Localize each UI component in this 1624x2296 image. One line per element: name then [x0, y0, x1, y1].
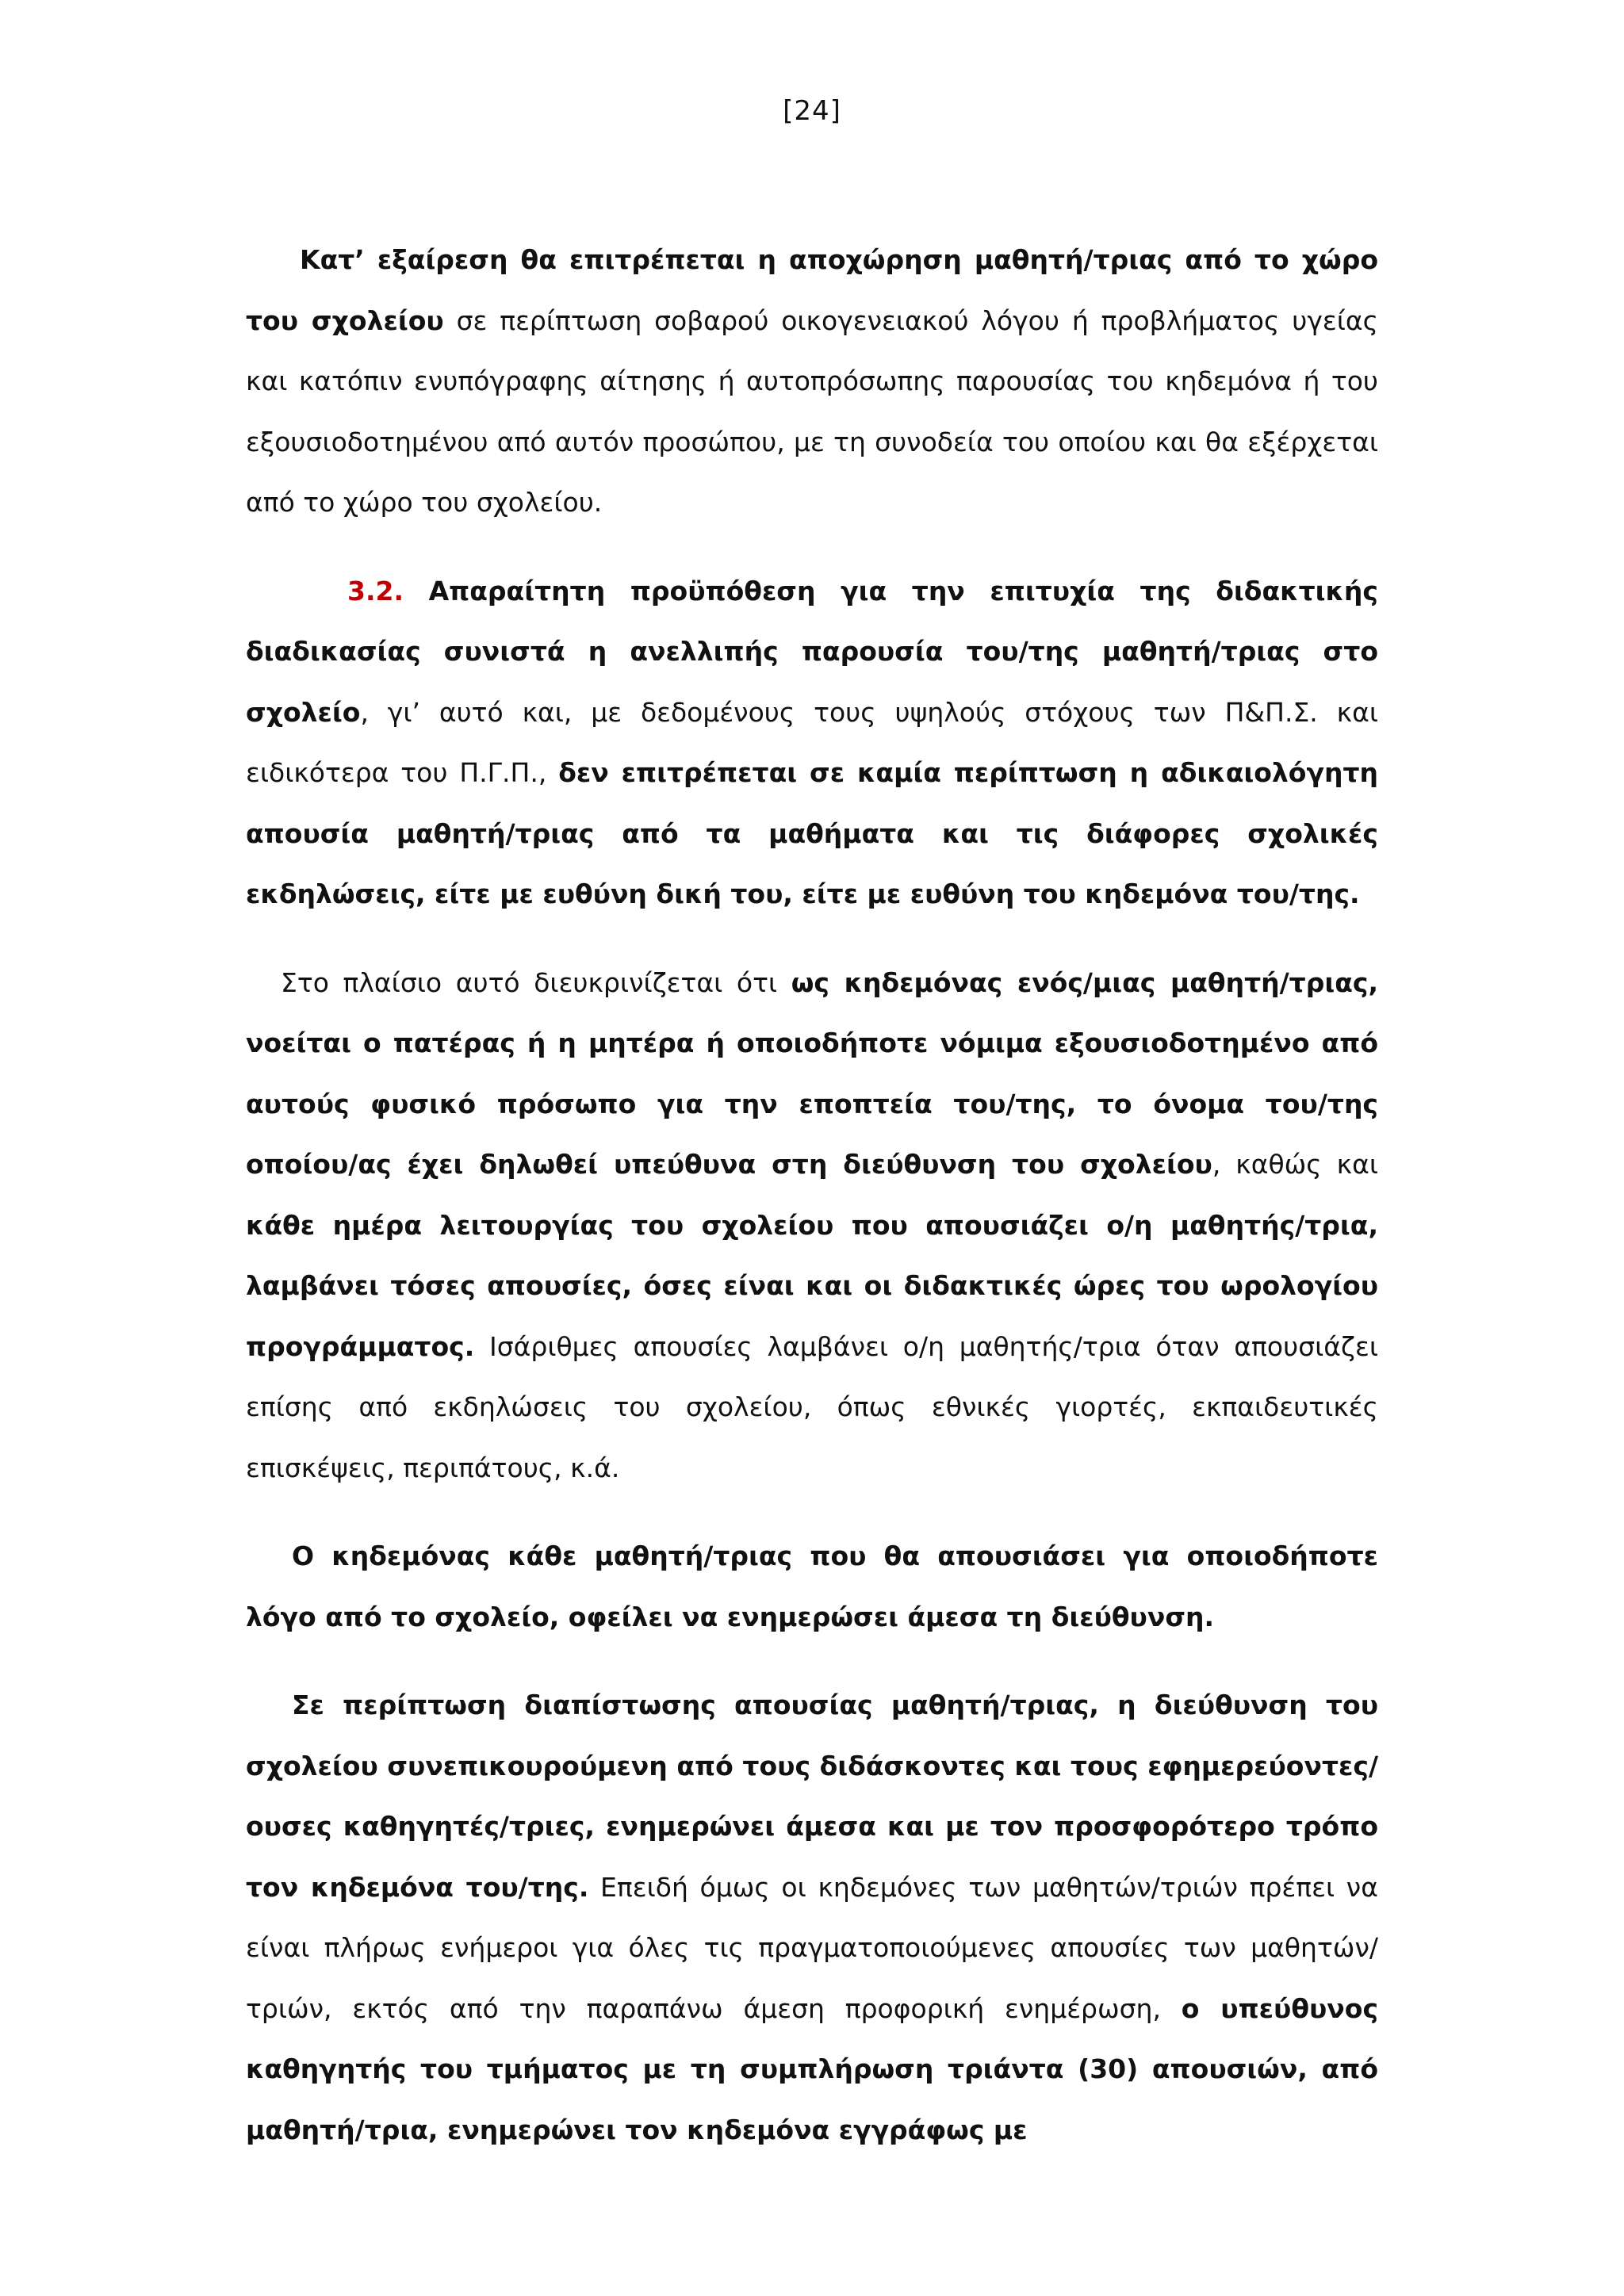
text-run: , καθώς και — [1212, 1149, 1379, 1180]
text-run: Επειδή όμως οι κηδεμόνες των μαθητών/τριών πρέπει να είναι πλήρως ενήμεροι για όλες τις πραγματοποιούμενες απουσίες των μαθητών/τριών, εκτός από την παραπάνω άμεση προφορική ενημέρωση, — [246, 1871, 1378, 2024]
paragraph-guardian-obligation — [246, 1526, 1378, 1647]
text-run: ως κηδεμόνας ενός/μιας μαθητή/τριας, νοείται ο πατέρας ή η μητέρα ή οποιοδήποτε νόμιμα εξουσιοδοτημένο από αυτούς φυσικό πρόσωπο για την εποπτεία του/της, το όνομα του/της οποίου/ας έχει δηλωθεί υπεύθυνα στη διεύθυνση του σχολείου — [246, 966, 1378, 1180]
text-run: Ισάριθμες απουσίες λαμβάνει ο/η μαθητής/τρια όταν απουσιάζει επίσης από εκδηλώσεις του σχολείου, όπως εθνικές γιορτές, εκπαιδευτικές επισκέψεις, περιπάτους, κ.ά. — [246, 1330, 1378, 1483]
text-run: Κατ’ εξαίρεση θα επιτρέπεται η αποχώρηση μαθητή/τριας από το χώρο του σχολείου — [246, 244, 1378, 336]
paragraph-absence-notification — [246, 1675, 1378, 2160]
paragraph-guardian-definition — [246, 953, 1378, 1499]
text-run: σε περίπτωση σοβαρού οικογενειακού λόγου ή προβλήματος υγείας και κατόπιν ενυπόγραφης αίτησης ή αυτοπρόσωπης παρουσίας του κηδεμόνα ή του εξουσιοδοτημένου από αυτόν προσώπου, με τη συνοδεία του οποίου και θα εξέρχεται από το χώρο του σχολείου. — [246, 304, 1378, 518]
text-run: Στο πλαίσιο αυτό διευκρινίζεται ότι — [281, 966, 791, 998]
text-run: κάθε ημέρα λειτουργίας του σχολείου που απουσιάζει ο/η μαθητής/τρια, λαμβάνει τόσες απουσίες, όσες είναι και οι διδακτικές ώρες του ωρολογίου προγράμματος. — [246, 1209, 1378, 1362]
text-run: ο υπεύθυνος καθηγητής του τμήματος με τη συμπλήρωση τριάντα (30) απουσιών, από μαθητή/τρια, ενημερώνει τον κηδεμόνα εγγράφως με — [246, 1992, 1378, 2145]
text-run: Απαραίτητη προϋπόθεση για την επιτυχία της διδακτικής διαδικασίας συνιστά η ανελλιπής παρουσία του/της μαθητή/τριας στο σχολείο — [246, 575, 1378, 728]
page-number: [24] — [783, 95, 841, 127]
document-body — [246, 230, 1378, 2160]
text-run: , γι’ αυτό και, με δεδομένους τους υψηλούς στόχους των Π&Π.Σ. και ειδικότερα του Π.Γ.Π., — [246, 696, 1378, 788]
text-run: Σε περίπτωση διαπίστωσης απουσίας μαθητή/τριας, η διεύθυνση του σχολείου συνεπικουρούμενη από τους διδάσκοντες και τους εφημερεύοντες/ουσες καθηγητές/τριες, ενημερώνει άμεσα και με τον προσφορότερο τρόπο τον κηδεμόνα του/της. — [246, 1689, 1378, 1903]
paragraph-section-3-2 — [246, 561, 1378, 925]
text-run: Ο κηδεμόνας κάθε μαθητή/τριας που θα απουσιάσει για οποιοδήποτε λόγο από το σχολείο, οφείλει να ενημερώσει άμεσα τη διεύθυνση. — [246, 1540, 1378, 1632]
section-number: 3.2. — [347, 575, 404, 607]
text-run: δεν επιτρέπεται σε καμία περίπτωση η αδικαιολόγητη απουσία μαθητή/τριας από τα μαθήματα και τις διάφορες σχολικές εκδηλώσεις, είτε με ευθύνη δική του, είτε με ευθύνη του κηδεμόνα του/της. — [246, 757, 1378, 909]
paragraph-early-dismissal — [246, 230, 1378, 534]
